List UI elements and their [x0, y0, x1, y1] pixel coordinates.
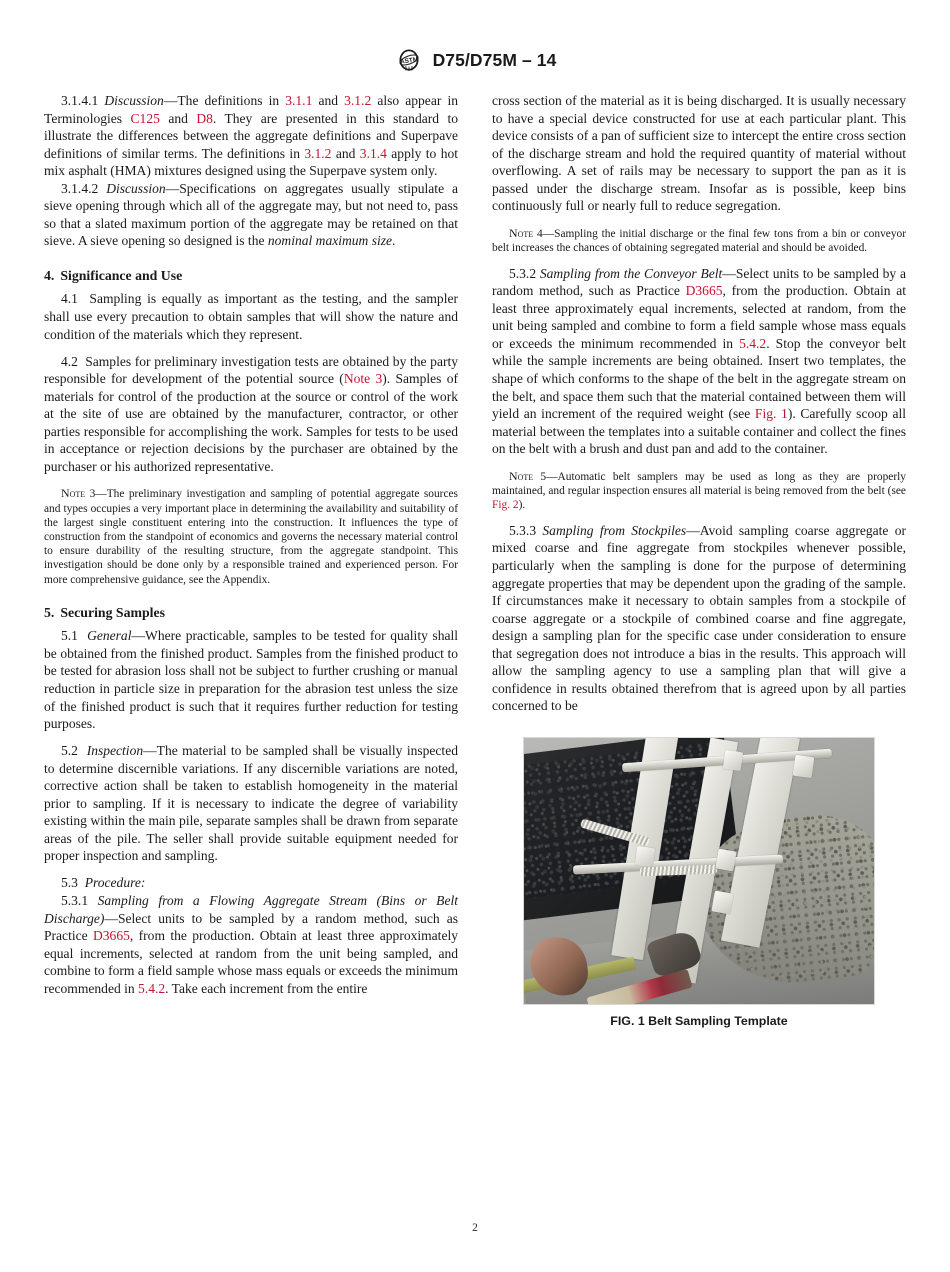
clause-number: 5.3	[61, 875, 78, 891]
cross-reference-link[interactable]: Fig. 2	[492, 499, 519, 512]
text-run: Select units to be sampled by a random method, such as Practice	[492, 265, 906, 299]
clause-number: 5.2	[61, 743, 78, 759]
em-dash: —	[143, 743, 157, 759]
clause-number: 3.1.4.2	[61, 180, 99, 196]
text-run: Samples for preliminary investigation tests are obtained by the party responsible for development of the potential source (	[44, 353, 459, 387]
paragraph-5-3	[44, 874, 458, 892]
clause-lead: Discussion	[106, 180, 166, 196]
svg-text:ASTM: ASTM	[399, 56, 419, 66]
text-run: .	[392, 233, 396, 249]
clause-number: 5.3.1	[61, 892, 89, 908]
em-dash: —	[165, 180, 180, 196]
clause-lead: Sampling from the Conveyor Belt	[539, 265, 723, 281]
clause-number: 5.1	[61, 628, 78, 644]
cross-reference-link[interactable]: 3.1.2	[304, 145, 332, 161]
photo-nut	[722, 750, 742, 771]
right-column	[492, 92, 906, 1028]
text-run: and	[331, 145, 360, 161]
note-number: 5	[533, 470, 547, 483]
em-dash: —	[131, 628, 146, 644]
note-text: Automatic belt samplers may be used as long as they are properly maintained, and regular inspection ensures all material is being removed from the belt (see	[492, 470, 906, 497]
paragraph-5-1	[44, 627, 458, 732]
note-text: The preliminary investigation and sampling of potential aggregate sources and types occupies a very important place in determining the availability and suitability of the largest single constituent entering into the construction. It influences the type of construction from the standpoint of economics and governs the necessary material control to ensure durability of the resulting structure, from the aggregate standpoint. This investigation should be done only by a responsible trained and experienced person. For more comprehensive guidance, see the Appendix.	[44, 488, 458, 586]
clause-lead: Inspection	[86, 743, 144, 759]
figure-1	[492, 737, 906, 1028]
cross-reference-link[interactable]: Note 3	[343, 371, 383, 387]
cross-reference-link[interactable]: 3.1.1	[285, 93, 313, 108]
note-label: Note	[61, 486, 86, 501]
cross-reference-link[interactable]: D3665	[685, 283, 723, 299]
note-3	[44, 486, 458, 586]
em-dash: —	[686, 522, 700, 538]
text-run: and	[159, 110, 197, 126]
clause-lead: Discussion	[104, 93, 164, 108]
cross-reference-link[interactable]: C125	[130, 110, 160, 126]
paragraph-4-1	[44, 290, 458, 343]
page-title: D75/D75M – 14	[432, 49, 557, 70]
text-run: Specifications on aggregates usually stipulate a sieve opening through which all of the aggregate may, but not need to, pass so that a slated maximum portion of the aggregate may be retained on that sieve. A sieve opening so designed is the	[44, 180, 459, 249]
section-number: 4.	[44, 267, 55, 283]
em-dash: —	[95, 488, 107, 501]
clause-number: 4.2	[61, 353, 78, 369]
cross-reference-link[interactable]: 5.4.2	[739, 335, 767, 351]
cross-reference-link[interactable]: 5.4.2	[138, 980, 166, 996]
paragraph-5-3-1-continued: cross section of the material as it is being discharged. It is usually necessary to have a special device constructed for use at each particular plant. This device consists of a pan of sufficient size to intercept the entire cross section of the discharge stream and hold the required quantity of material without overflowing. A set of rails may be necessary to support the pan as it is passed under the discharge stream. Insofar as is possible, keep bins continuously full or nearly full to reduce segregation.	[492, 93, 906, 214]
paragraph-3-1-4-2	[44, 180, 458, 250]
cross-reference-link[interactable]: 3.1.4	[359, 145, 387, 161]
page-header	[0, 40, 950, 80]
heading-section-5	[44, 587, 458, 628]
note-text: Sampling the initial discharge or the final few tons from a bin or conveyor belt increases the chances of obtaining segregated material and should be avoided.	[492, 227, 907, 255]
paragraph-5-2	[44, 742, 458, 865]
note-label: Note	[509, 468, 534, 483]
em-dash: —	[546, 470, 558, 483]
note-label: Note	[509, 225, 534, 240]
em-dash: —	[722, 265, 736, 281]
clause-lead: Sampling from a Flowing Aggregate Stream (Bins or Belt Discharge)	[44, 892, 459, 926]
text-run: Avoid sampling coarse aggregate or mixed coarse and fine aggregate from stockpiles whenever possible, particularly when the sampling is done for the purpose of determining aggregate properties that may be dependent upon the grading of the sample. If circumstances make it necessary to obtain samples from a stockpile of coarse aggregate or a stockpile of combined coarse and fine aggregate, design a sampling plan for the specific case under consideration to ensure that segregation does not introduce a bias in the results. This approach will allow the sampling agency to use a sampling plan that will give a confidence in results obtained therefrom that is agreed upon by all parties concerned to be	[492, 522, 907, 714]
photo-nut	[792, 755, 814, 779]
paragraph-4-2	[44, 353, 458, 476]
photo-nut	[711, 891, 734, 915]
text-run: Select units to be sampled by a random method, such as Practice	[44, 910, 458, 944]
photo-nut	[635, 846, 655, 867]
note-number: 4	[533, 227, 543, 240]
clause-number: 5.3.2	[509, 265, 537, 281]
astm-logo-icon	[394, 47, 424, 73]
text-run: The material to be sampled shall be visually inspected to determine discernible variations. If any discernible variations are noted, corrective action shall be taken to establish homogeneity in the material prior to sampling. If it is necessary to indicate the degree of variability existing within the main pile, separate samples shall be drawn from separate areas of the pile. The seller shall provide suitable equipment needed for proper inspection and sampling.	[44, 743, 458, 864]
text-run: apply to hot mix asphalt (HMA) mixtures designed using the Superpave system only.	[44, 145, 458, 179]
page-number: 2	[472, 1222, 478, 1234]
paragraph-5-3-2	[492, 265, 906, 458]
text-run: , from the production. Obtain at least three approximately equal increments, selected at random from the unit being sampled, and combine to form a field sample whose mass equals or exceeds the minimum recommended in	[44, 928, 458, 996]
italic-term: nominal maximum size	[267, 233, 393, 249]
text-run: , from the production. Obtain at least three approximately equal increments, selected at random, from the unit being sampled and combine to form a field sample whose mass equals or exceeds the minimum recommended in	[492, 283, 906, 351]
paragraph-5-3-1	[44, 892, 458, 997]
figure-1-caption: FIG. 1 Belt Sampling Template	[610, 1013, 788, 1028]
note-text: ).	[518, 499, 526, 512]
em-dash: —	[542, 227, 555, 240]
clause-lead: General	[87, 628, 132, 644]
section-title: Securing Samples	[60, 604, 165, 620]
section-title: Significance and Use	[60, 267, 183, 283]
cross-reference-link[interactable]: D3665	[93, 928, 130, 944]
note-4	[492, 226, 906, 255]
heading-section-4	[44, 250, 458, 291]
text-run: Where practicable, samples to be tested for quality shall be obtained from the finished product. Samples from the finished product to be tested for abrasion loss shall not be subject to further crushing or manual reduction in particle size in preparation for the abrasion test unless the size of the finished product is such that it requires further reduction for testing purposes.	[44, 628, 459, 732]
note-5	[492, 469, 906, 513]
note-number: 3	[85, 488, 96, 501]
text-run: ). Carefully scoop all material between the templates into a suitable container and collect the fines on the belt with a brush and dust pan and add to the container.	[492, 406, 906, 457]
text-run: . Take each increment from the entire	[165, 980, 368, 996]
photo-nut	[715, 848, 736, 871]
cross-reference-link[interactable]: Fig. 1	[754, 406, 788, 422]
em-dash: —	[163, 93, 178, 108]
text-run: . They are presented in this standard to illustrate the differences between the aggregate definitions and Superpave definitions of similar terms. The definitions in	[44, 110, 458, 161]
cross-reference-link[interactable]: D8	[196, 110, 213, 126]
text-run: ). Samples of materials for control of the production at the source or control of the work at the site of use are obtained by the manufacturer, contractor, or other parties responsible for accomplishing the work. Samples for tests to be used in acceptance or rejection decisions by the purchaser are obtained by the purchaser or his authorized representative.	[44, 371, 458, 474]
clause-number: 5.3.3	[509, 522, 537, 538]
two-column-body	[44, 92, 906, 1028]
clause-lead: Procedure:	[84, 875, 146, 891]
clause-number: 4.1	[61, 291, 78, 307]
paragraph-3-1-4-1	[44, 92, 458, 180]
section-number: 5.	[44, 604, 55, 620]
paragraph-5-3-3	[492, 522, 906, 715]
text-run: . Stop the conveyor belt while the sample increments are being obtained. Insert two templates, the shape of which conforms to the shape of the belt in the aggregate stream on the belt, and space them such that the material contained between them will yield an increment of the required weight (see	[492, 335, 906, 422]
text-run: The definitions in	[177, 93, 286, 108]
cross-reference-link[interactable]: 3.1.2	[344, 93, 372, 108]
clause-number: 3.1.4.1	[61, 93, 99, 108]
text-run: Sampling is equally as important as the testing, and the sampler shall use every precaution to obtain samples that will show the nature and condition of the materials which they represent.	[44, 291, 458, 342]
figure-1-photo	[523, 737, 875, 1005]
text-run: also appear in Terminologies	[44, 93, 458, 126]
em-dash: —	[104, 910, 118, 926]
left-column	[44, 92, 458, 1028]
text-run: and	[312, 93, 345, 108]
clause-lead: Sampling from Stockpiles	[542, 522, 687, 538]
